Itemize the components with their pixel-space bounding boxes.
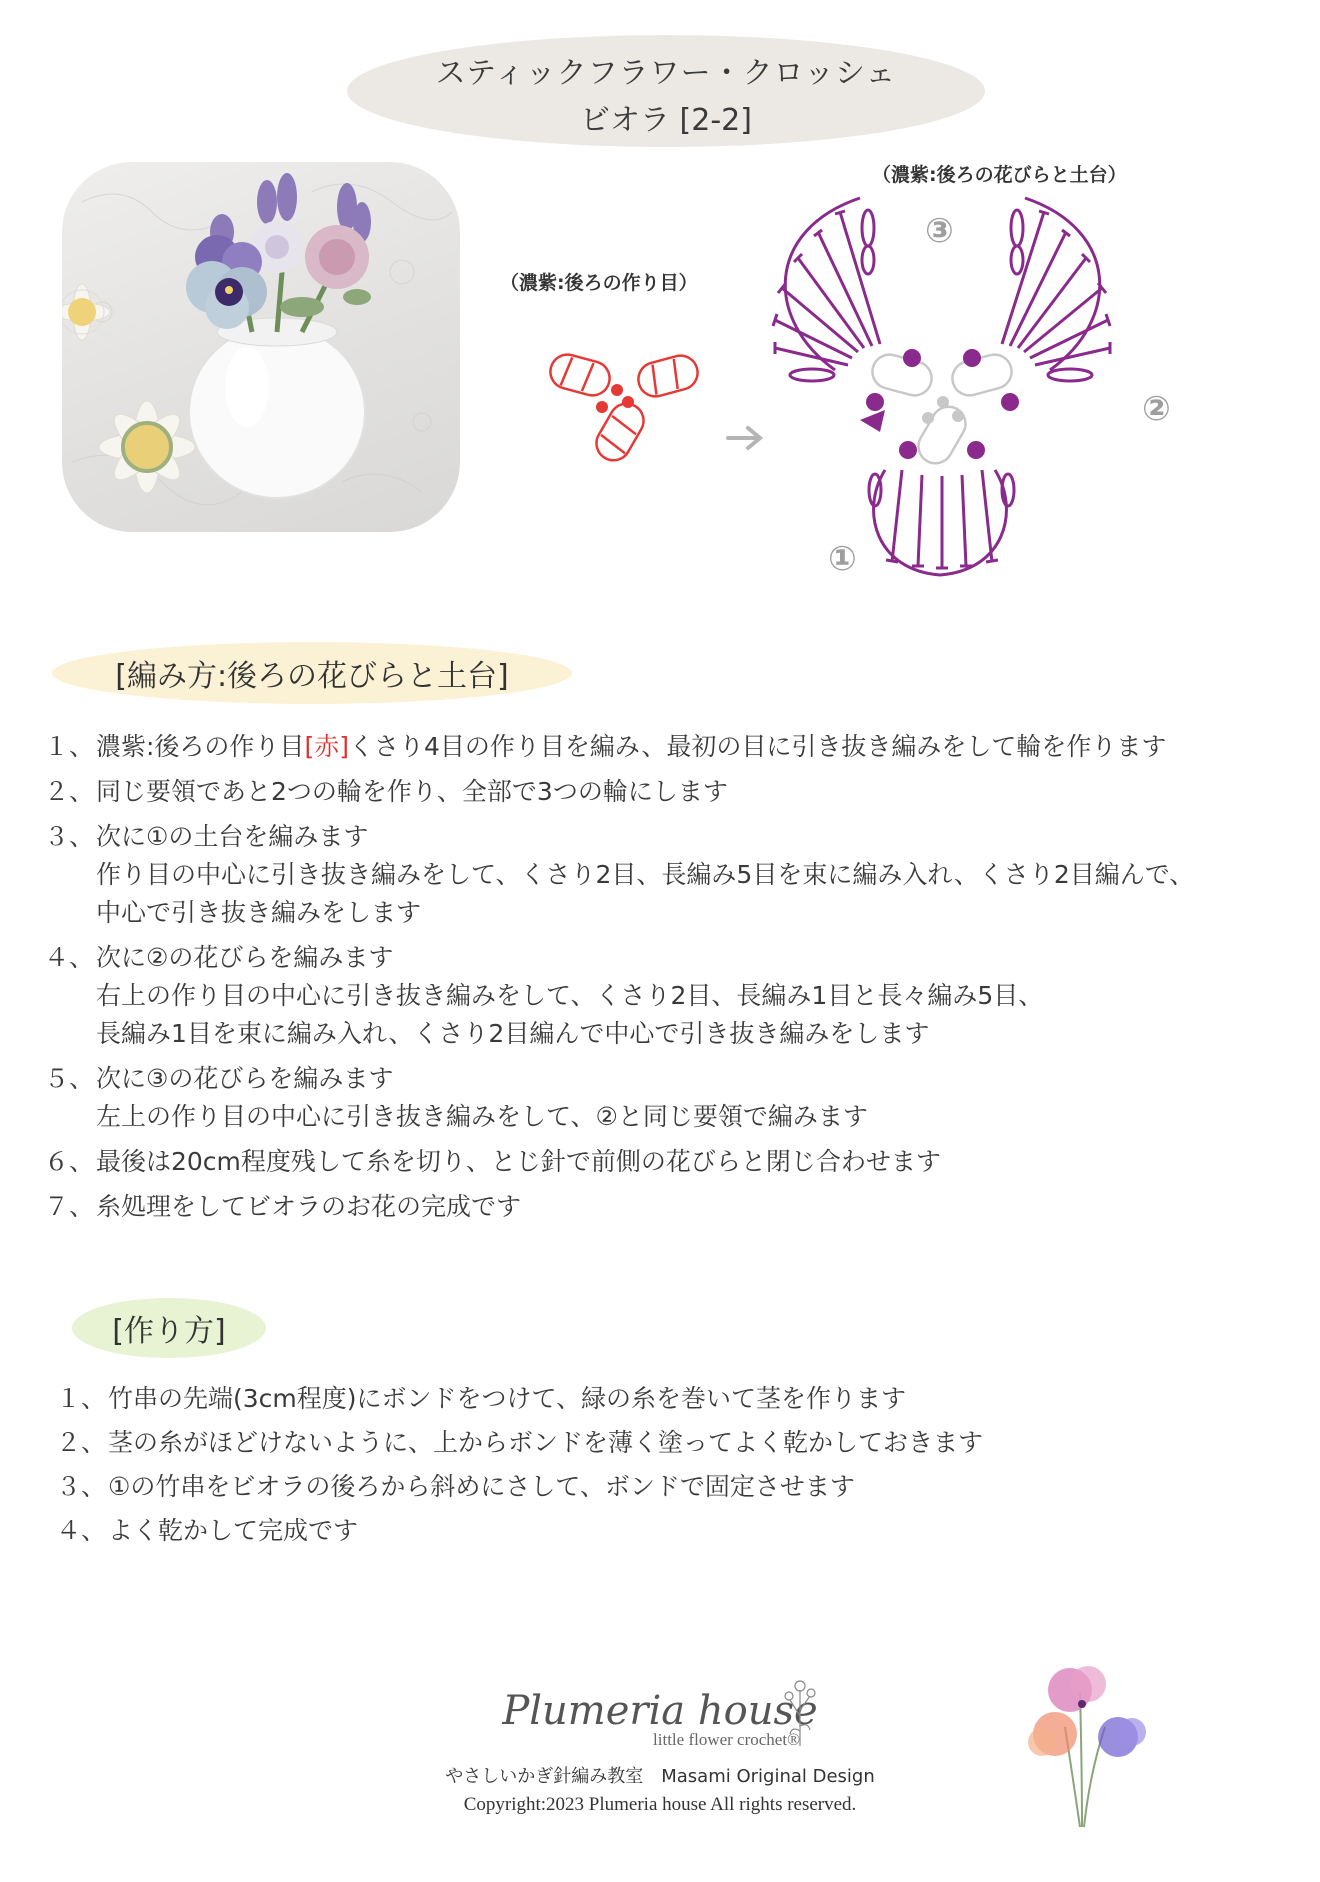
list-item: １、竹串の先端(3cm程度)にボンドをつけて、緑の糸を巻いて茎を作ります <box>56 1384 907 1413</box>
footer-school-credit: やさしいかぎ針編み教室 Masami Original Design <box>445 1766 875 1787</box>
arrow-icon <box>728 428 760 448</box>
brand-tagline: little flower crochet® <box>653 1730 800 1749</box>
page-subtitle: ビオラ [2-2] <box>580 103 752 138</box>
crochet-chart <box>530 170 1210 600</box>
list-item: ２、同じ要領であと2つの輪を作り、全部で3つの輪にします <box>44 777 728 806</box>
marker-1: ① <box>828 539 857 579</box>
list-item: ４、よく乾かして完成です <box>56 1516 359 1545</box>
watercolor-flowers-illustration <box>1010 1652 1160 1832</box>
list-item: ５、次に③の花びらを編みます 左上の作り目の中心に引き抜き編みをして、②と同じ要領で編みます <box>44 1064 868 1131</box>
red-note: [赤] <box>304 732 349 761</box>
list-item: ３、次に①の土台を編みます 作り目の中心に引き抜き編みをして、くさり2目、長編み5目を束に編み入れ、くさり2目編んで、 中心で引き抜き編みをします <box>44 822 1195 927</box>
assembly-steps <box>56 1380 1256 1556</box>
marker-2: ② <box>1142 389 1171 429</box>
page-title: スティックフラワー・クロッシェ <box>435 56 897 91</box>
product-photo <box>62 162 460 532</box>
list-item: ３、①の竹串をビオラの後ろから斜めにさして、ボンドで固定させます <box>56 1472 855 1501</box>
diagram-label-foundation-chain: （濃紫:後ろの作り目） <box>500 272 698 294</box>
list-item: ７、糸処理をしてビオラのお花の完成です <box>44 1192 522 1221</box>
brand-logo-text: Plumeria house <box>502 1688 818 1734</box>
section-title-knitting: [編み方:後ろの花びらと土台] <box>115 659 509 694</box>
list-item: １、濃紫:後ろの作り目[赤]くさり4目の作り目を編み、最初の目に引き抜き編みをして輪を作ります <box>44 732 1167 761</box>
diagram-label-back-petals: （濃紫:後ろの花びらと土台） <box>872 164 1127 186</box>
footer-copyright: Copyright:2023 Plumeria house All rights reserved. <box>463 1794 857 1815</box>
knitting-steps <box>44 728 1294 1233</box>
section-title-assembly: [作り方] <box>112 1314 226 1349</box>
petal-stitches <box>773 198 1110 575</box>
flower-sprig-icon <box>782 1676 818 1748</box>
viola-bouquet-illustration <box>62 162 460 532</box>
list-item: ４、次に②の花びらを編みます 右上の作り目の中心に引き抜き編みをして、くさり2目、長編み1目と長々編み5目、 長編み1目を束に編み入れ、くさり2目編んで中心で引き抜き編みをします <box>44 943 1044 1048</box>
marker-3: ③ <box>925 211 954 251</box>
list-item: ６、最後は20cm程度残して糸を切り、とじ針で前側の花びらと閉じ合わせます <box>44 1147 941 1176</box>
foundation-chain-rings <box>547 351 702 467</box>
base-rings <box>869 351 1016 470</box>
list-item: ２、茎の糸がほどけないように、上からボンドを薄く塗ってよく乾かしておきます <box>56 1428 984 1457</box>
